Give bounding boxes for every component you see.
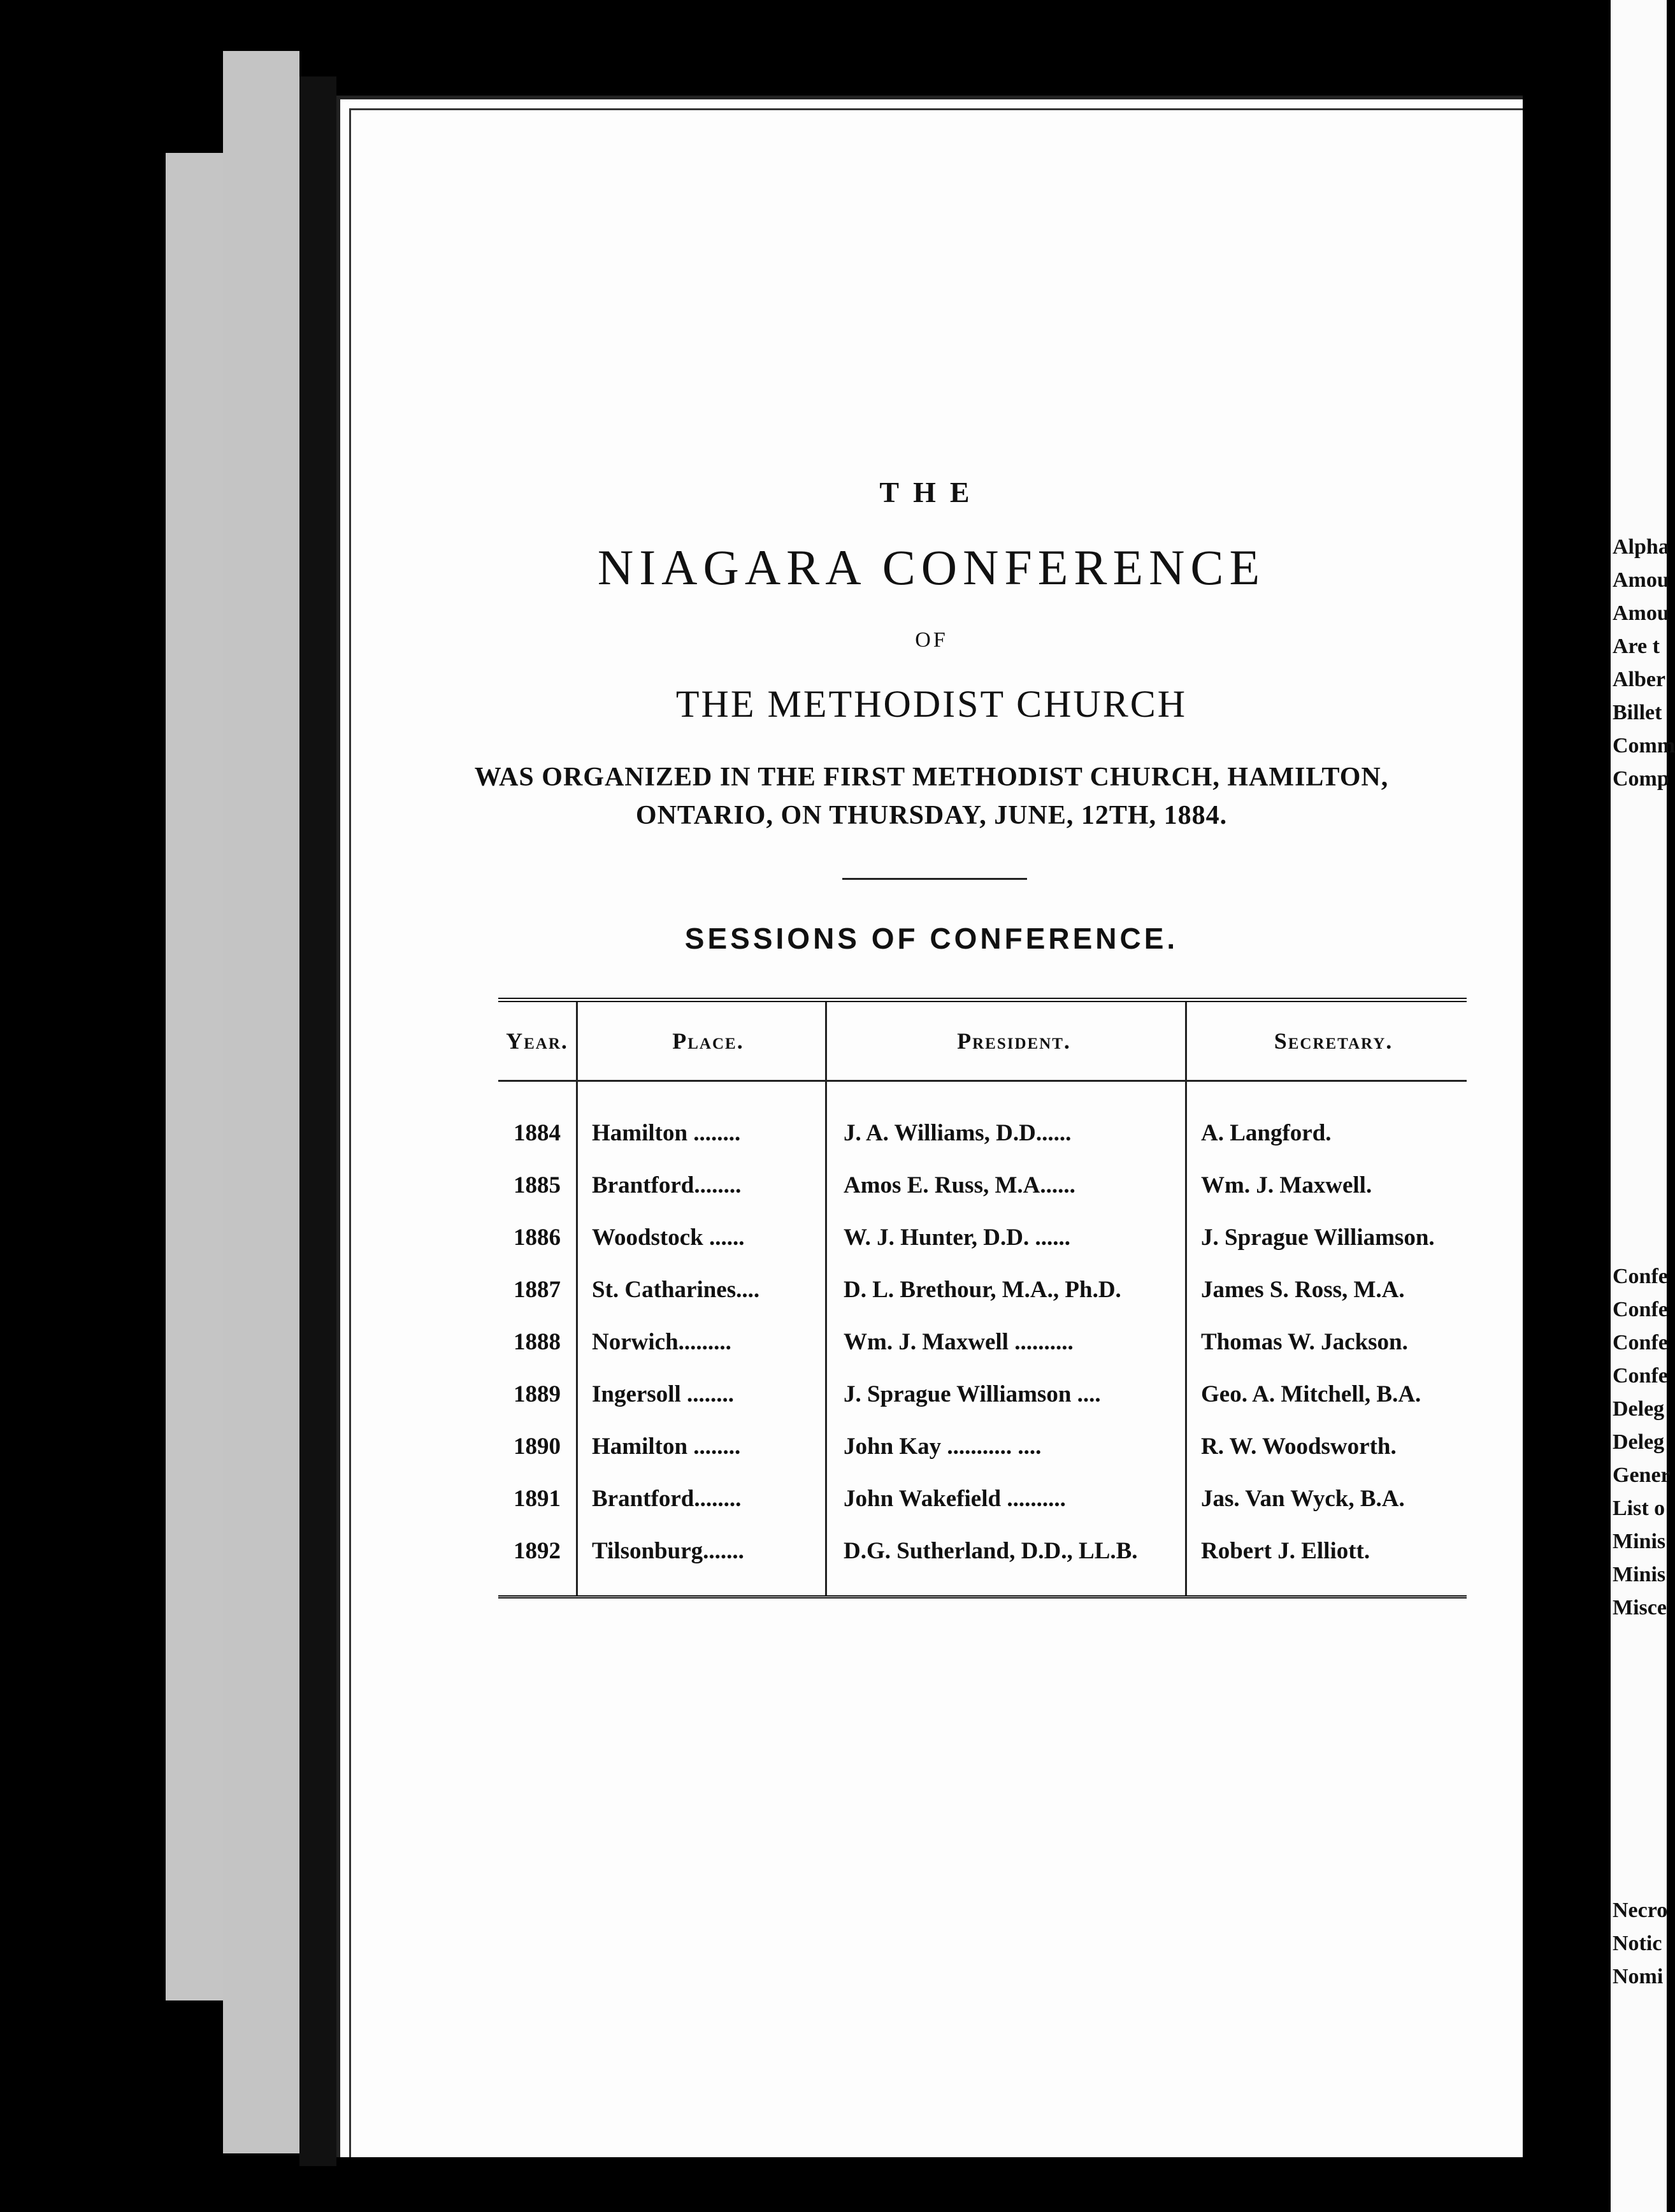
cell-place: Norwich......... [577,1316,826,1368]
index-entry: Confe [1613,1331,1668,1354]
title-of: OF [915,628,948,652]
index-entry: Nomi [1613,1965,1664,1988]
index-entry: Minis [1613,1530,1666,1553]
organized-statement-line-2: ONTARIO, ON THURSDAY, JUNE, 12TH, 1884. [635,801,1228,830]
index-entry: Notic [1613,1932,1662,1955]
index-entry: Are t [1613,635,1660,658]
table-row [498,1081,1467,1160]
cell-president: D. L. Brethour, M.A., Ph.D. [826,1263,1186,1316]
cell-place: Brantford........ [577,1159,826,1211]
binding-strip [223,51,299,2153]
cell-president: D.G. Sutherland, D.D., LL.B. [826,1525,1186,1597]
facing-page-gutter [1523,102,1611,2204]
title-the: THE [879,476,984,508]
index-entry: Gener [1613,1463,1671,1487]
table-row [498,1211,1467,1263]
sessions-heading: SESSIONS OF CONFERENCE. [684,922,1179,955]
cell-place: Hamilton ........ [577,1420,826,1472]
cell-place: Hamilton ........ [577,1081,826,1160]
cell-secretary: Geo. A. Mitchell, B.A. [1201,1381,1421,1407]
cell-place: Brantford........ [577,1472,826,1525]
cell-place: St. Catharines.... [577,1263,826,1316]
table-row [498,1525,1467,1597]
index-entry: Comm [1613,734,1675,758]
index-entry: Confe [1613,1298,1668,1321]
header-year: Year. [498,1000,577,1081]
document-page [336,96,1523,2157]
cell-year: 1889 [498,1368,577,1420]
cell-president: John Kay ........... .... [826,1420,1186,1472]
cell-year: 1886 [498,1211,577,1263]
cell-president: Wm. J. Maxwell .......... [826,1316,1186,1368]
facing-page-index [1611,0,1675,2212]
cell-secretary: J. Sprague Williamson. [1201,1224,1435,1251]
index-entry: Alber [1613,668,1666,691]
cell-secretary: Wm. J. Maxwell. [1201,1172,1372,1198]
sessions-table [498,998,1467,1598]
cell-year: 1892 [498,1525,577,1597]
index-entry: Amou [1613,601,1669,625]
index-entry: Billet [1613,701,1662,724]
cell-secretary: R. W. Woodsworth. [1201,1433,1397,1460]
index-entry: Deleg [1613,1397,1665,1421]
index-entry: Necro [1613,1899,1668,1922]
table-row [498,1368,1467,1420]
table-header-row [498,1000,1467,1081]
cell-president: John Wakefield .......... [826,1472,1186,1525]
header-place: Place. [577,1000,826,1081]
cell-president: W. J. Hunter, D.D. ...... [826,1211,1186,1263]
cell-place: Woodstock ...... [577,1211,826,1263]
index-entry: Misce [1613,1596,1667,1620]
cell-president: J. A. Williams, D.D...... [826,1081,1186,1160]
index-entry: List o [1613,1497,1665,1520]
title-niagara-conference: NIAGARA CONFERENCE [597,540,1266,595]
index-entry: Comp [1613,767,1669,791]
cell-place: Ingersoll ........ [577,1368,826,1420]
cell-secretary: Thomas W. Jackson. [1201,1328,1408,1355]
index-entry: Deleg [1613,1430,1665,1454]
index-entry: Amou [1613,568,1669,592]
section-divider [842,878,1027,880]
cell-year: 1884 [498,1081,577,1160]
cell-president: Amos E. Russ, M.A...... [826,1159,1186,1211]
index-entry: Alpha [1613,535,1669,559]
cell-place: Tilsonburg....... [577,1525,826,1597]
table-row [498,1420,1467,1472]
organized-statement-line-1: WAS ORGANIZED IN THE FIRST METHODIST CHURCH, HAMILTON, [474,763,1389,792]
table-row [498,1263,1467,1316]
cell-year: 1890 [498,1420,577,1472]
cell-secretary: Jas. Van Wyck, B.A. [1201,1485,1405,1512]
cell-president: J. Sprague Williamson .... [826,1368,1186,1420]
cell-secretary: A. Langford. [1201,1119,1332,1146]
header-president: President. [826,1000,1186,1081]
index-entry: Confe [1613,1364,1668,1388]
cell-secretary: James S. Ross, M.A. [1201,1276,1405,1303]
inner-gutter [299,76,336,2166]
table-row [498,1159,1467,1211]
index-entry: Confe [1613,1265,1668,1288]
table-row [498,1316,1467,1368]
table-row [498,1472,1467,1525]
title-methodist-church: THE METHODIST CHURCH [675,683,1188,725]
header-secretary: Secretary. [1186,1000,1467,1081]
cell-year: 1885 [498,1159,577,1211]
cell-secretary: Robert J. Elliott. [1201,1537,1370,1564]
cell-year: 1887 [498,1263,577,1316]
cell-year: 1888 [498,1316,577,1368]
cell-year: 1891 [498,1472,577,1525]
index-entry: Minis [1613,1563,1666,1586]
left-page-stack [166,153,223,2000]
